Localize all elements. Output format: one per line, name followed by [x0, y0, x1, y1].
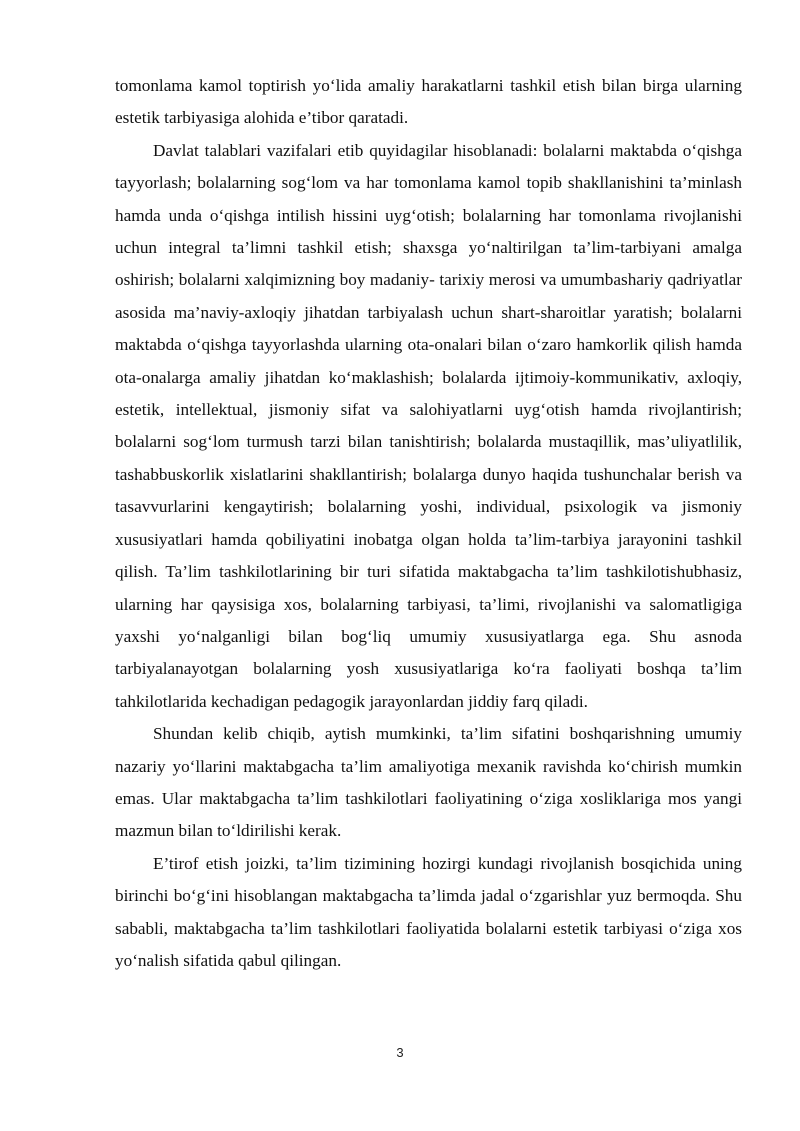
paragraph-aesthetic-education: E’tirof etish joizki, ta’lim tizimining hozirgi kundagi rivojlanish bosqichida uning birinchi bo‘g‘ini hisoblangan maktabgacha ta’limda jadal o‘zgarishlar yuz bermoqda. Shu sababli, maktabgacha ta’lim tashkilotlari faoliyatida bolalarni estetik tarbiyasi o‘ziga xos yo‘nalish sifatida qabul qilingan.: [115, 853, 742, 970]
paragraph-continuation: tomonlama kamol toptirish yo‘lida amaliy harakatlarni tashkil etish bilan birga ularning estetik tarbiyasiga alohida e’tibor qaratadi.: [115, 76, 742, 128]
paragraph-quality-management: Shundan kelib chiqib, aytish mumkinki, ta’lim sifatini boshqarishning umumiy nazariy yo‘llarini maktabgacha ta’lim amaliyotiga mexanik ravishda ko‘chirish mumkin emas. Ular maktabgacha ta’lim tashkilotlari faoliyatining o‘ziga xosliklariga mos yangi mazmun bilan to‘ldirilishi kerak.: [115, 724, 742, 841]
page-number: 3: [396, 1045, 404, 1060]
paragraph-state-requirements: Davlat talablari vazifalari etib quyidagilar hisoblanadi: bolalarni maktabda o‘qishga tayyorlash; bolalarning sog‘lom va har tomonlama kamol topib shakllanishini ta’minlash hamda unda o‘qishga intilish hissini uyg‘otish; bolalarning har tomonlama rivojlanishi uchun integral ta’limni tashkil etish; shaxsga yo‘naltirilgan ta’lim-tarbiyani amalga oshirish; bolalarni xalqimizning boy madaniy- tarixiy merosi va umumbashariy qadriyatlar asosida ma’naviy-axloqiy jihatdan tarbiyalash uchun shart-sharoitlar yaratish; bolalarni maktabda o‘qishga tayyorlashda ularning ota-onalari bilan o‘zaro hamkorlik qilish hamda ota-onalarga amaliy jihatdan ko‘maklashish; bolalarda ijtimoiy-kommunikativ, axloqiy, estetik, intellektual, jismoniy sifat va salohiyatlarni uyg‘otish hamda rivojlantirish; bolalarni sog‘lom turmush tarzi bilan tanishtirish; bolalarda mustaqillik, mas’uliyatlilik, tashabbuskorlik xislatlarini shakllantirish; bolalarga dunyo haqida tushunchalar berish va tasavvurlarini kengaytirish; bolalarning yoshi, individual, psixologik va jismoniy xususiyatlari hamda qobiliyatini inobatga olgan holda ta’lim-tarbiya jarayonini tashkil qilish. Ta’lim tashkilotlarining bir turi sifatida maktabgacha ta’lim tashkilotishubhasiz, ularning har qaysisiga xos, bolalarning tarbiyasi, ta’limi, rivojlanishi va salomatligiga yaxshi yo‘nalganligi bilan bog‘liq umumiy xususiyatlarga ega. Shu asnoda tarbiyalanayotgan bolalarning yosh xususiyatlariga ko‘ra faoliyati boshqa ta’lim tahkilotlarida kechadigan pedagogik jarayonlardan jiddiy farq qiladi.: [115, 140, 742, 711]
body-text: [115, 70, 742, 977]
